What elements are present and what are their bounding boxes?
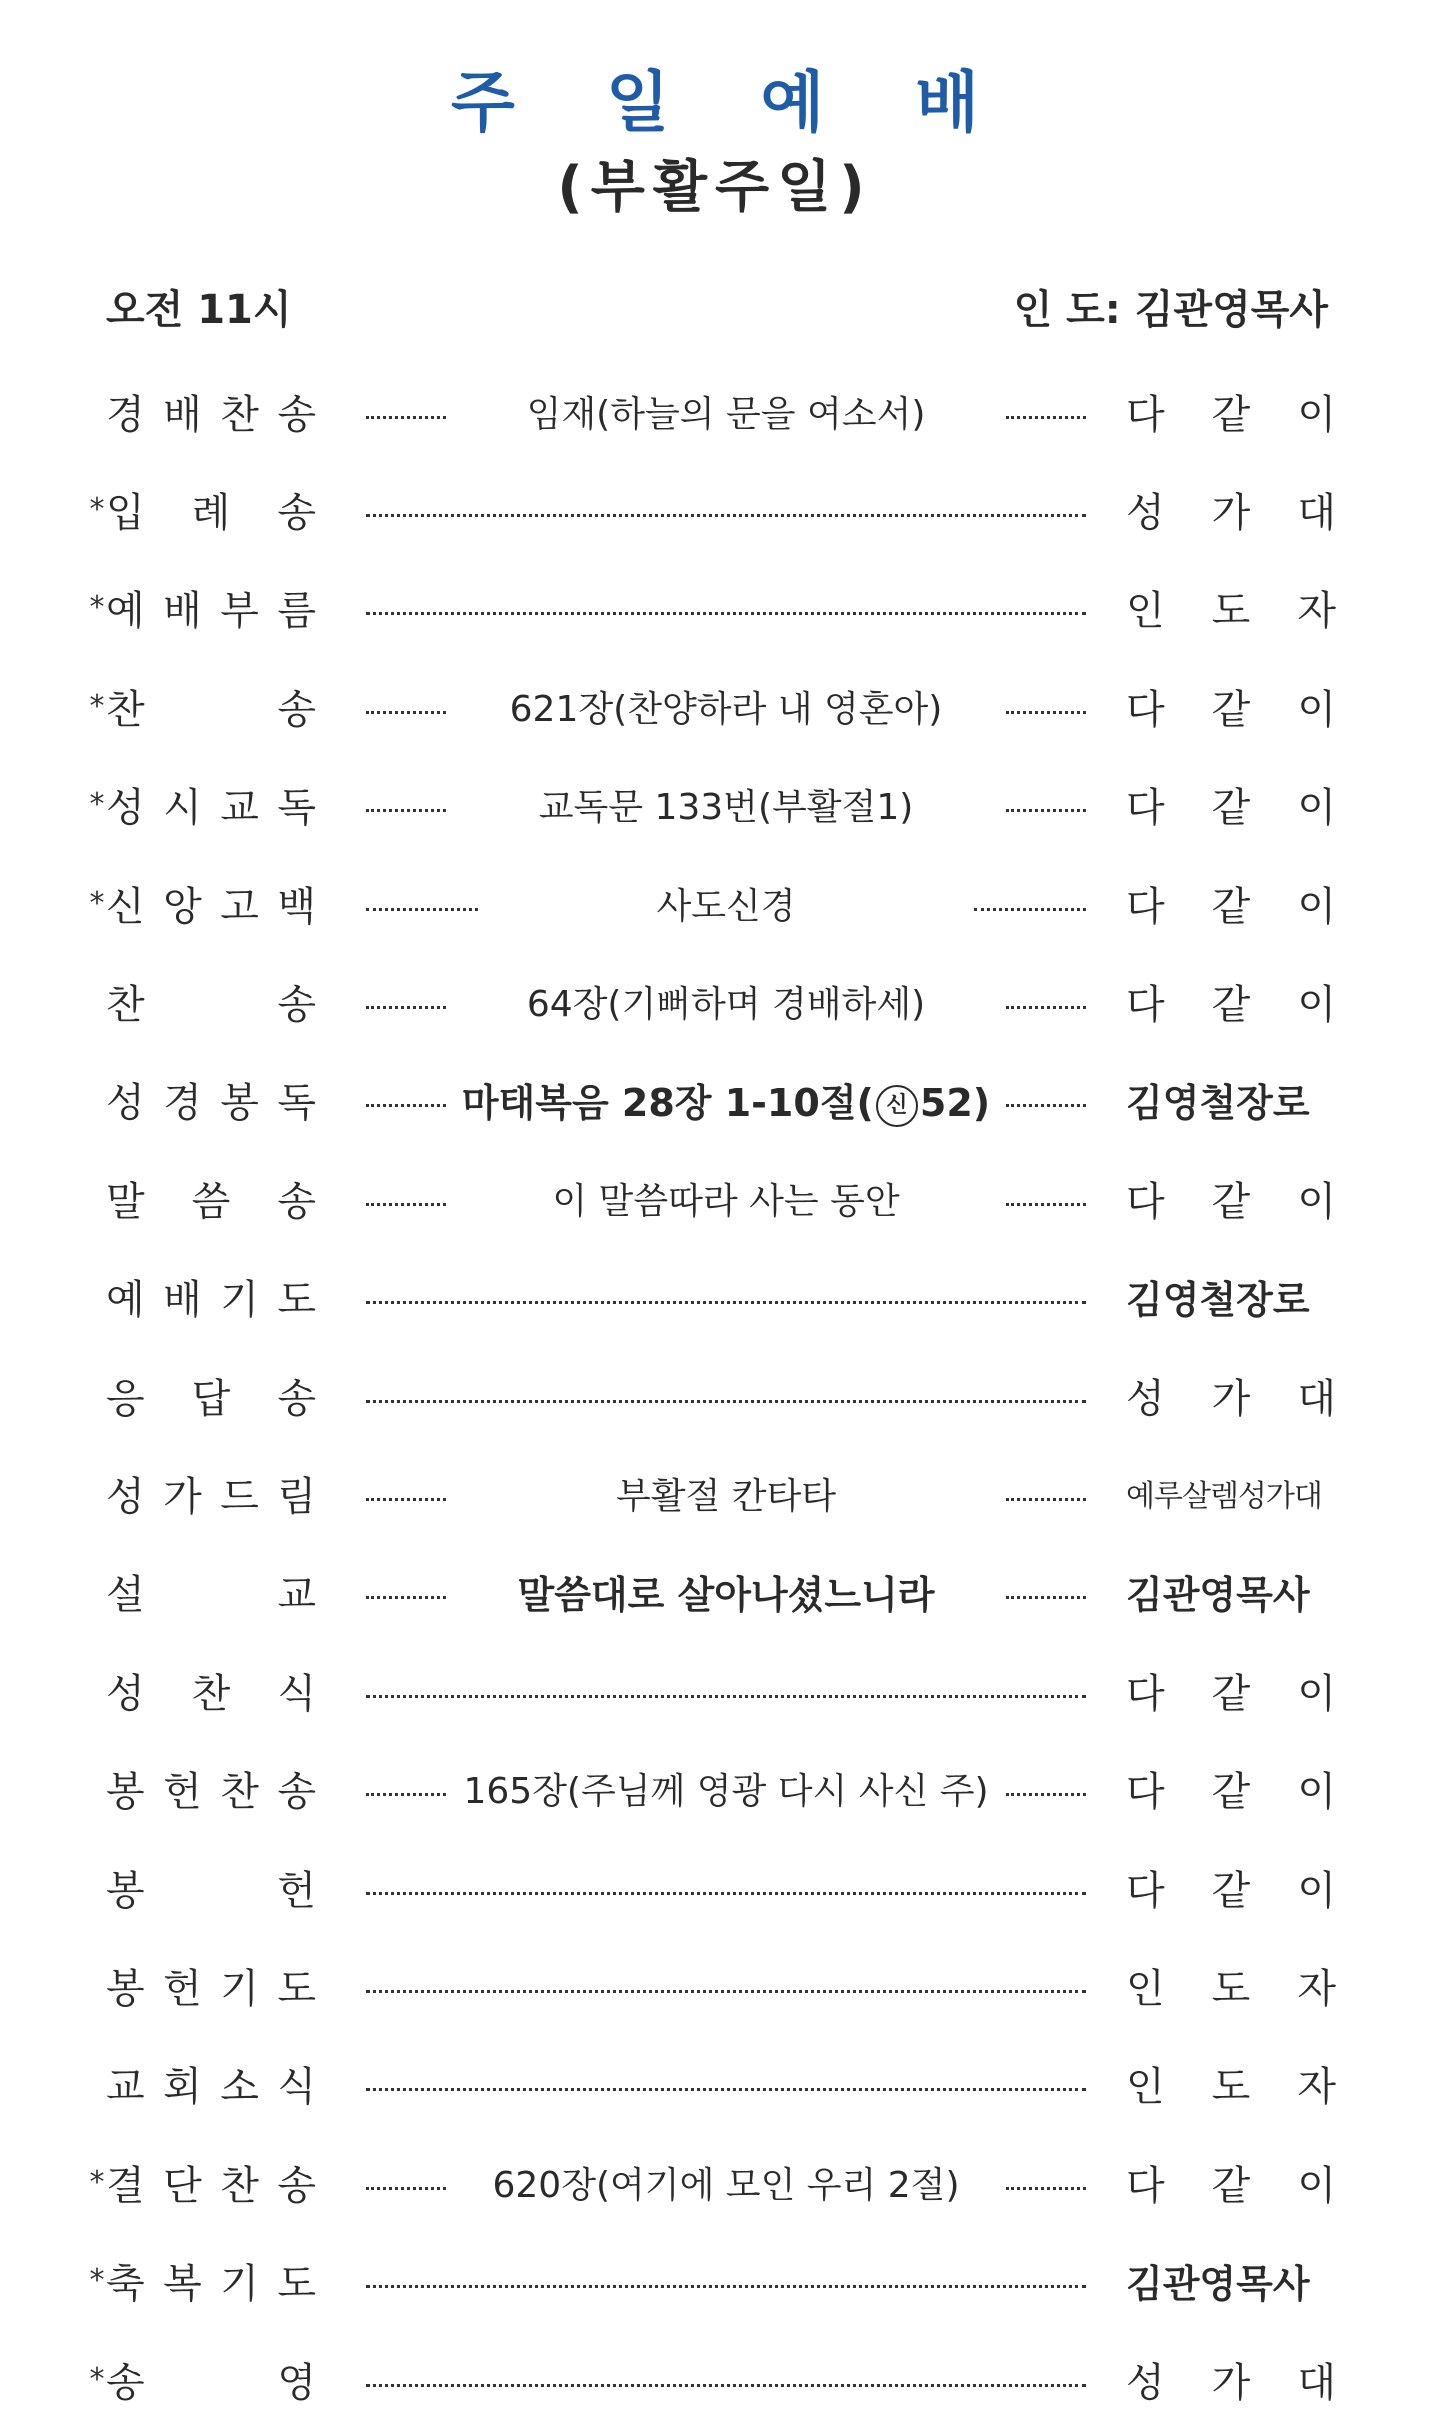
item-text: 마태복음 28장 1-10절( 신 52)	[461, 1081, 991, 1126]
worship-row	[0, 2133, 1430, 2231]
name-char: 예	[106, 1277, 145, 1324]
leader-dots	[1006, 1203, 1086, 1206]
worship-row	[0, 657, 1430, 755]
performer-char: 같	[1211, 686, 1251, 733]
leader-dots	[366, 1498, 446, 1501]
worship-item-detail	[362, 1168, 1090, 1228]
leader-dots	[366, 2088, 1086, 2091]
name-char: 헌	[277, 1867, 316, 1914]
performer-char: 같	[1211, 391, 1251, 438]
name-char: 교	[220, 785, 259, 832]
name-char: 드	[220, 1473, 259, 1520]
leader-dots	[1006, 1596, 1086, 1599]
name-char: 림	[277, 1473, 316, 1520]
performer-char: 다	[1126, 1178, 1165, 1225]
name-char: 송	[277, 391, 316, 438]
worship-item-name	[106, 2252, 316, 2309]
leader-dots	[366, 1104, 446, 1107]
worship-item-performer: 김관영목사	[1126, 2262, 1310, 2307]
worship-row	[0, 1936, 1430, 2034]
name-char: 찬	[220, 2162, 259, 2209]
worship-item-performer	[1126, 875, 1336, 932]
leader-dots	[366, 612, 1086, 615]
name-char: 독	[277, 1080, 316, 1127]
name-char: 도	[277, 1277, 316, 1324]
worship-item-name	[106, 1465, 316, 1522]
worship-row	[0, 1149, 1430, 1247]
page-title: 주 일 예 배	[451, 64, 1013, 141]
name-char: 배	[163, 1277, 202, 1324]
worship-item-name	[106, 776, 316, 833]
leader-dots	[366, 2187, 446, 2190]
worship-item-detail	[362, 479, 1090, 539]
name-char: 봉	[220, 1080, 259, 1127]
worship-row	[0, 2330, 1430, 2428]
worship-item-name	[106, 1268, 316, 1325]
performer-char: 다	[1126, 1670, 1165, 1717]
worship-item-detail	[362, 1267, 1090, 1327]
name-char: 회	[163, 2064, 202, 2111]
leader-dots	[366, 711, 446, 714]
name-char: 신	[106, 883, 145, 930]
name-char: 송	[277, 1769, 316, 1816]
worship-item-detail	[362, 2349, 1090, 2409]
standing-marker: *	[89, 590, 105, 626]
leader-dots	[366, 1301, 1086, 1304]
worship-row	[0, 2035, 1430, 2133]
item-text: 사도신경	[656, 885, 796, 927]
name-char: 백	[277, 883, 316, 930]
name-char: 성	[106, 1670, 145, 1717]
performer-char: 이	[1297, 1867, 1336, 1914]
item-text: 64장(기뻐하며 경배하세)	[526, 983, 926, 1025]
worship-item-name	[106, 1859, 316, 1916]
standing-marker: *	[89, 688, 105, 724]
name-char: 성	[106, 785, 145, 832]
worship-item-performer	[1126, 2154, 1336, 2211]
performer-char: 가	[1211, 2359, 1251, 2406]
service-time: 오전 11시	[106, 286, 292, 333]
leader-dots	[366, 1596, 446, 1599]
performer-char: 대	[1297, 489, 1336, 536]
leader-dots	[366, 809, 446, 812]
performer-char: 이	[1297, 391, 1336, 438]
leader-dots	[366, 1400, 1086, 1403]
worship-row	[0, 756, 1430, 854]
performer-char: 성	[1126, 2359, 1165, 2406]
leader-dots	[366, 416, 446, 419]
performer-char: 이	[1297, 981, 1336, 1028]
performer-char: 이	[1297, 785, 1336, 832]
performer-char: 다	[1126, 785, 1165, 832]
name-char: 봉	[106, 1965, 145, 2012]
standing-marker: *	[89, 2263, 105, 2299]
worship-item-name	[106, 2351, 316, 2408]
worship-item-detail	[362, 578, 1090, 638]
performer-char: 같	[1211, 1178, 1251, 1225]
worship-item-detail	[362, 1365, 1090, 1425]
leader-dots	[366, 1203, 446, 1206]
name-char: 찬	[220, 391, 259, 438]
performer-char: 도	[1211, 2064, 1251, 2111]
name-char: 설	[106, 1572, 145, 1619]
name-char: 식	[277, 2064, 316, 2111]
leader-dots	[1006, 1006, 1086, 1009]
name-char: 앙	[163, 883, 202, 930]
worship-item-name	[106, 2154, 316, 2211]
name-char: 도	[277, 1965, 316, 2012]
performer-char: 대	[1297, 2359, 1336, 2406]
worship-item-performer: 예루살렘성가대	[1126, 1479, 1322, 1515]
performer-char: 이	[1297, 1670, 1336, 1717]
leader-dots	[366, 908, 478, 911]
name-char: 축	[106, 2261, 145, 2308]
name-char: 찬	[191, 1670, 231, 1717]
worship-item-name	[106, 1071, 316, 1128]
name-char: 식	[277, 1670, 316, 1717]
worship-item-performer	[1126, 1662, 1336, 1719]
worship-item-name	[106, 1170, 316, 1227]
worship-item-name	[106, 1367, 316, 1424]
performer-char: 같	[1211, 981, 1251, 1028]
worship-item-detail	[362, 2152, 1090, 2212]
performer-char: 다	[1126, 883, 1165, 930]
name-char: 단	[163, 2162, 202, 2209]
leader-dots	[366, 1793, 446, 1796]
service-header	[106, 278, 1328, 334]
worship-row	[0, 1051, 1430, 1149]
name-char: 봉	[106, 1769, 145, 1816]
leader-name: 김관영목사	[1134, 286, 1328, 333]
worship-item-detail	[362, 381, 1090, 441]
name-char: 찬	[106, 981, 145, 1028]
worship-item-name	[106, 1760, 316, 1817]
item-text: 부활절 칸타타	[615, 1475, 837, 1517]
item-text: 교독문 133번(부활절1)	[538, 787, 914, 829]
leader-dots	[1006, 1793, 1086, 1796]
performer-char: 인	[1126, 2064, 1165, 2111]
name-char: 송	[277, 1178, 316, 1225]
item-text: 165장(주님께 영광 다시 사신 주)	[463, 1771, 989, 1813]
name-char: 예	[106, 588, 145, 635]
worship-row	[0, 1641, 1430, 1739]
item-text: 621장(찬양하라 내 영혼아)	[509, 688, 943, 730]
performer-char: 다	[1126, 2162, 1165, 2209]
leader-dots	[366, 514, 1086, 517]
performer-char: 다	[1126, 1867, 1165, 1914]
leader-dots	[1006, 416, 1086, 419]
worship-row	[0, 1248, 1430, 1346]
worship-item-detail	[362, 971, 1090, 1031]
name-char: 독	[277, 785, 316, 832]
name-char: 기	[220, 1965, 259, 2012]
name-char: 송	[277, 2162, 316, 2209]
worship-item-performer	[1126, 481, 1336, 538]
leader-dots	[366, 2285, 1086, 2288]
name-char: 성	[106, 1473, 145, 1520]
name-char: 응	[106, 1375, 145, 1422]
worship-row	[0, 1543, 1430, 1641]
name-char: 송	[277, 489, 316, 536]
worship-item-name	[106, 678, 316, 735]
name-char: 송	[106, 2359, 145, 2406]
worship-item-performer	[1126, 973, 1336, 1030]
performer-char: 같	[1211, 883, 1251, 930]
name-char: 름	[277, 588, 316, 635]
worship-item-name	[106, 481, 316, 538]
performer-char: 성	[1126, 489, 1165, 536]
performer-char: 도	[1211, 1965, 1251, 2012]
performer-char: 대	[1297, 1375, 1336, 1422]
standing-marker: *	[89, 2164, 105, 2200]
performer-char: 다	[1126, 391, 1165, 438]
name-char: 배	[163, 588, 202, 635]
performer-char: 이	[1297, 1178, 1336, 1225]
performer-char: 이	[1297, 686, 1336, 733]
worship-row	[0, 1444, 1430, 1542]
leader-dots	[366, 2384, 1086, 2387]
worship-item-name	[106, 1662, 316, 1719]
worship-item-performer	[1126, 2055, 1336, 2112]
worship-item-performer	[1126, 579, 1336, 636]
worship-item-performer	[1126, 678, 1336, 735]
worship-item-detail	[362, 1070, 1090, 1130]
performer-char: 다	[1126, 686, 1165, 733]
leader-dots	[1006, 809, 1086, 812]
worship-item-detail	[362, 1562, 1090, 1622]
performer-char: 같	[1211, 785, 1251, 832]
performer-char: 같	[1211, 1867, 1251, 1914]
worship-item-performer	[1126, 1170, 1336, 1227]
worship-item-name	[106, 1957, 316, 2014]
worship-item-performer: 김영철장로	[1126, 1278, 1310, 1323]
worship-item-performer	[1126, 2351, 1336, 2408]
name-char: 경	[163, 1080, 202, 1127]
standing-marker: *	[89, 2361, 105, 2397]
performer-char: 이	[1297, 1769, 1336, 1816]
worship-item-performer	[1126, 776, 1336, 833]
worship-item-detail	[362, 873, 1090, 933]
leader-dots	[366, 1990, 1086, 1993]
name-char: 찬	[106, 686, 145, 733]
service-leader	[1014, 278, 1328, 335]
name-char: 소	[220, 2064, 259, 2111]
worship-item-detail	[362, 1955, 1090, 2015]
performer-char: 다	[1126, 981, 1165, 1028]
name-char: 교	[277, 1572, 316, 1619]
name-char: 례	[191, 489, 231, 536]
worship-item-name	[106, 973, 316, 1030]
worship-item-name	[106, 875, 316, 932]
name-char: 송	[277, 981, 316, 1028]
performer-char: 같	[1211, 2162, 1251, 2209]
name-char: 교	[106, 2064, 145, 2111]
name-char: 찬	[220, 1769, 259, 1816]
name-char: 시	[163, 785, 202, 832]
worship-item-performer: 김관영목사	[1126, 1573, 1310, 1618]
worship-item-performer	[1126, 1859, 1336, 1916]
leader-dots	[1006, 2187, 1086, 2190]
performer-char: 같	[1211, 1769, 1251, 1816]
worship-item-name	[106, 2055, 316, 2112]
worship-item-detail	[362, 1857, 1090, 1917]
name-char: 영	[277, 2359, 316, 2406]
circled-hymnal-mark: 신	[876, 1085, 918, 1127]
worship-row	[0, 1346, 1430, 1444]
name-char: 답	[191, 1375, 231, 1422]
worship-item-detail	[362, 1759, 1090, 1819]
worship-row	[0, 460, 1430, 558]
name-char: 성	[106, 1080, 145, 1127]
name-char: 기	[220, 2261, 259, 2308]
worship-item-detail	[362, 775, 1090, 835]
worship-row	[0, 952, 1430, 1050]
name-char: 말	[106, 1178, 145, 1225]
name-char: 헌	[163, 1769, 202, 1816]
worship-item-performer	[1126, 1367, 1336, 1424]
item-text: 말씀대로 살아나셨느니라	[517, 1573, 935, 1618]
performer-char: 이	[1297, 883, 1336, 930]
page-subtitle: (부활주일)	[557, 155, 873, 220]
name-char: 배	[163, 391, 202, 438]
performer-char: 인	[1126, 1965, 1165, 2012]
name-char: 기	[220, 1277, 259, 1324]
leader-dots	[1006, 711, 1086, 714]
worship-row	[0, 854, 1430, 952]
name-char: 송	[277, 686, 316, 733]
performer-char: 자	[1297, 588, 1336, 635]
worship-row	[0, 2232, 1430, 2330]
leader-dots	[974, 908, 1086, 911]
standing-marker: *	[89, 787, 105, 823]
performer-char: 자	[1297, 1965, 1336, 2012]
worship-item-performer: 김영철장로	[1126, 1081, 1310, 1126]
name-char: 송	[277, 1375, 316, 1422]
name-char: 경	[106, 391, 145, 438]
performer-char: 같	[1211, 1670, 1251, 1717]
name-char: 도	[277, 2261, 316, 2308]
leader-label: 인 도:	[1013, 286, 1121, 333]
name-char: 고	[220, 883, 259, 930]
worship-item-detail	[362, 676, 1090, 736]
name-char: 결	[106, 2162, 145, 2209]
standing-marker: *	[89, 491, 105, 527]
worship-item-performer	[1126, 383, 1336, 440]
worship-row	[0, 559, 1430, 657]
performer-char: 가	[1211, 1375, 1251, 1422]
performer-char: 가	[1211, 489, 1251, 536]
performer-char: 성	[1126, 1375, 1165, 1422]
performer-char: 도	[1211, 588, 1251, 635]
worship-item-detail	[362, 2251, 1090, 2311]
name-char: 가	[163, 1473, 202, 1520]
worship-item-name	[106, 1563, 316, 1620]
worship-row	[0, 1838, 1430, 1936]
name-char: 부	[220, 588, 259, 635]
name-char: 봉	[106, 1867, 145, 1914]
item-text: 임재(하늘의 문을 여소서)	[526, 393, 926, 435]
name-char: 헌	[163, 1965, 202, 2012]
performer-char: 이	[1297, 2162, 1336, 2209]
worship-item-name	[106, 383, 316, 440]
name-char: 입	[106, 489, 145, 536]
worship-item-detail	[362, 1660, 1090, 1720]
performer-char: 인	[1126, 588, 1165, 635]
worship-item-performer	[1126, 1957, 1336, 2014]
performer-char: 자	[1297, 2064, 1336, 2111]
name-char: 씀	[191, 1178, 231, 1225]
leader-dots	[366, 1695, 1086, 1698]
worship-row	[0, 1740, 1430, 1838]
performer-char: 다	[1126, 1769, 1165, 1816]
item-text: 이 말씀따라 사는 동안	[552, 1180, 900, 1222]
leader-dots	[366, 1006, 446, 1009]
worship-row	[0, 362, 1430, 460]
leader-dots	[1006, 1104, 1086, 1107]
leader-dots	[366, 1892, 1086, 1895]
worship-item-detail	[362, 1463, 1090, 1523]
name-char: 복	[163, 2261, 202, 2308]
item-text: 620장(여기에 모인 우리 2절)	[492, 2164, 960, 2206]
worship-item-detail	[362, 2054, 1090, 2114]
worship-item-performer	[1126, 1760, 1336, 1817]
standing-marker: *	[89, 885, 105, 921]
worship-item-name	[106, 579, 316, 636]
leader-dots	[1006, 1498, 1086, 1501]
